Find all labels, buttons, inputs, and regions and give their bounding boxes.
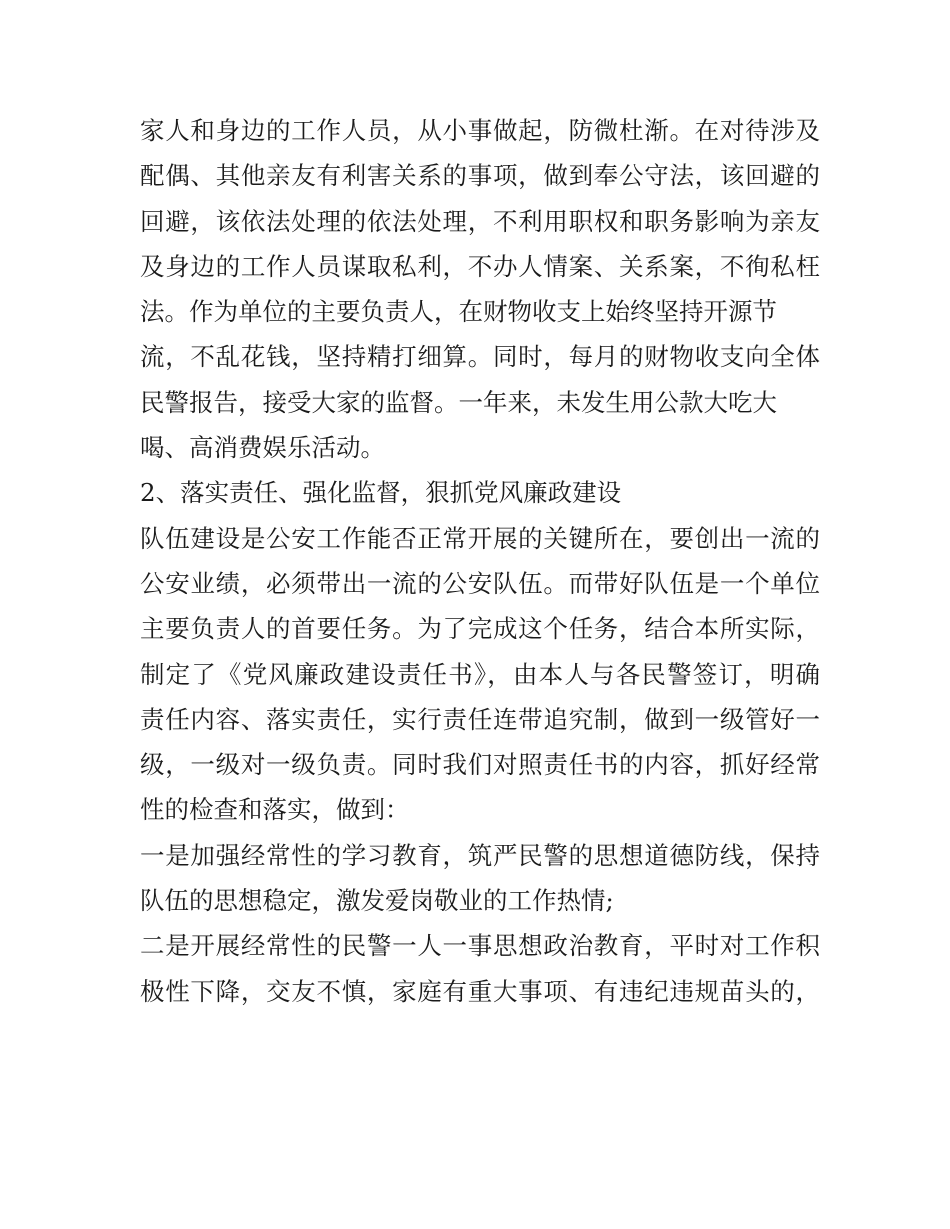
text-line: 配偶、其他亲友有利害关系的事项，做到奉公守法，该回避的 [140, 161, 820, 191]
text-line: 主要负责人的首要任务。为了完成这个任务，结合本所实际， [140, 614, 820, 644]
text-line: 回避，该依法处理的依法处理，不利用职权和职务影响为亲友 [140, 206, 820, 236]
text-line: 责任内容、落实责任，实行责任连带追究制，做到一级管好一 [140, 704, 820, 734]
paragraph-end-line: 喝、高消费娱乐活动。 [140, 433, 385, 463]
section-heading: 2、落实责任、强化监督，狠抓党风廉政建设 [140, 478, 622, 508]
list-item-line: 一是加强经常性的学习教育，筑严民警的思想道德防线，保持 [140, 840, 820, 870]
body-text [140, 108, 820, 1014]
list-item-end-line: 队伍的思想稳定，激发爱岗敬业的工作热情; [140, 886, 614, 916]
text-line: 级，一级对一级负责。同时我们对照责任书的内容，抓好经常 [140, 750, 820, 780]
paragraph-end-line: 性的检查和落实，做到： [140, 795, 410, 825]
list-item-line: 极性下降，交友不慎，家庭有重大事项、有违纪违规苗头的， [140, 976, 820, 1006]
text-line: 流，不乱花钱，坚持精打细算。同时，每月的财物收支向全体 [140, 342, 820, 372]
text-line: 队伍建设是公安工作能否正常开展的关键所在，要创出一流的 [140, 523, 820, 553]
text-line: 法。作为单位的主要负责人，在财物收支上始终坚持开源节 [140, 297, 777, 327]
text-line: 制定了《党风廉政建设责任书》，由本人与各民警签订，明确 [140, 659, 820, 689]
text-line: 及身边的工作人员谋取私利，不办人情案、关系案，不徇私枉 [140, 251, 820, 281]
text-line: 公安业绩，必须带出一流的公安队伍。而带好队伍是一个单位 [140, 568, 820, 598]
text-line: 家人和身边的工作人员，从小事做起，防微杜渐。在对待涉及 [140, 116, 820, 145]
text-line: 民警报告，接受大家的监督。一年来，未发生用公款大吃大 [140, 387, 777, 417]
list-item-line: 二是开展经常性的民警一人一事思想政治教育，平时对工作积 [140, 931, 820, 961]
